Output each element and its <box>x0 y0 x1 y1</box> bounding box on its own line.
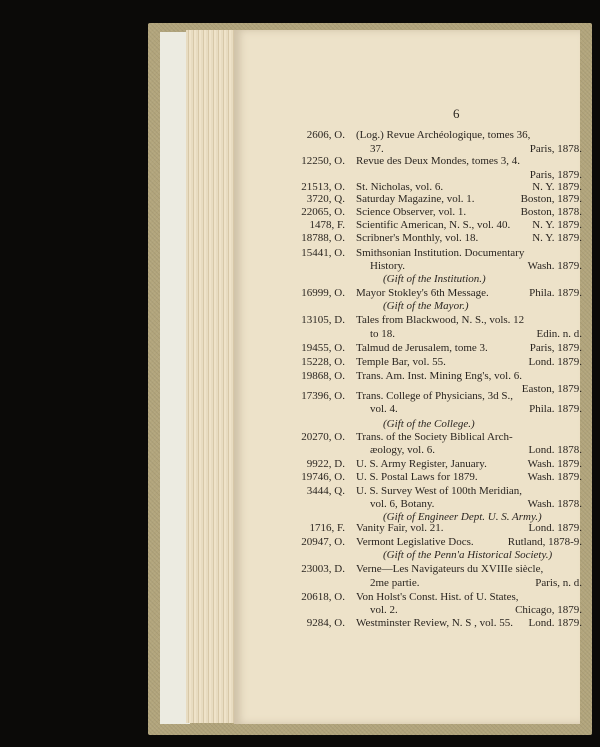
entry-number: 20947, O. <box>301 536 345 548</box>
entry-continuation: 2me partie. <box>370 577 420 589</box>
entry-place-date: Phila. 1879. <box>529 287 582 299</box>
entry-place-date: Lond. 1879. <box>528 356 582 368</box>
entry-title: Mayor Stokley's 6th Message. <box>356 287 489 299</box>
entry-title: Saturday Magazine, vol. 1. <box>356 193 475 205</box>
entry-continuation: to 18. <box>370 328 396 340</box>
gift-note: (Gift of the Institution.) <box>383 273 486 285</box>
entry-title: Scientific American, N. S., vol. 40. <box>356 219 511 231</box>
entry-place-date: Boston, 1879. <box>520 193 582 205</box>
entry-number: 15441, O. <box>301 247 345 259</box>
entry-title: Scribner's Monthly, vol. 18. <box>356 232 479 244</box>
entry-number: 13105, D. <box>301 314 345 326</box>
entry-title: Trans. Am. Inst. Mining Eng's, vol. 6. <box>356 370 522 382</box>
entry-title: Temple Bar, vol. 55. <box>356 356 446 368</box>
entry-title: St. Nicholas, vol. 6. <box>356 181 444 193</box>
entry-continuation: 37. <box>370 143 384 155</box>
entry-place-date: Paris, 1879. <box>529 169 582 181</box>
entry-place-date: Edin. n. d. <box>536 328 582 340</box>
entry-title: Smithsonian Institution. Documentary <box>356 247 525 259</box>
gift-note: (Gift of Engineer Dept. U. S. Army.) <box>383 511 542 523</box>
entry-title: Westminster Review, N. S , vol. 55. <box>356 617 513 629</box>
entry-place-date: Lond. 1878. <box>528 444 582 456</box>
entry-number: 20270, O. <box>301 431 345 443</box>
entry-number: 19868, O. <box>301 370 345 382</box>
entry-title: U. S. Postal Laws for 1879. <box>356 471 478 483</box>
entry-number: 18788, O. <box>301 232 345 244</box>
page-edges <box>186 30 238 723</box>
entry-place-date: Paris, n. d. <box>535 577 582 589</box>
entry-place-date: N. Y. 1879. <box>532 219 582 231</box>
entry-title: Vanity Fair, vol. 21. <box>356 522 444 534</box>
entry-place-date: Lond. 1879. <box>528 522 582 534</box>
page-number: 6 <box>453 106 460 121</box>
entry-continuation: æology, vol. 6. <box>370 444 435 456</box>
entry-title: Tales from Blackwood, N. S., vols. 12 <box>356 314 525 326</box>
entry-number: 19455, O. <box>301 342 345 354</box>
entry-number: 22065, O. <box>301 206 345 218</box>
entry-number: 3444, Q. <box>306 485 345 497</box>
entry-continuation: vol. 2. <box>370 604 398 616</box>
entry-continuation: vol. 6, Botany. <box>370 498 435 510</box>
entry-place-date: N. Y. 1879. <box>532 232 582 244</box>
entry-place-date: Phila. 1879. <box>529 403 582 415</box>
entry-place-date: Easton, 1879. <box>521 383 582 395</box>
entry-number: 3720, Q. <box>306 193 345 205</box>
entry-title: U. S. Army Register, January. <box>356 458 487 470</box>
entry-place-date: Wash. 1879. <box>527 458 582 470</box>
entry-place-date: Paris, 1878. <box>529 143 582 155</box>
entry-number: 1716, F. <box>309 522 345 534</box>
entry-title: Von Holst's Const. Hist. of U. States, <box>356 591 519 603</box>
entry-place-date: Wash. 1879. <box>527 260 582 272</box>
entry-continuation: vol. 4. <box>370 403 398 415</box>
entry-place-date: Lond. 1879. <box>528 617 582 629</box>
entry-number: 2606, O. <box>306 129 345 141</box>
entry-title: Trans. College of Physicians, 3d S., <box>356 390 513 402</box>
entry-number: 20618, O. <box>301 591 345 603</box>
entry-place-date: N. Y. 1879. <box>532 181 582 193</box>
entry-continuation: History. <box>370 260 406 272</box>
entry-number: 9922, D. <box>306 458 345 470</box>
entry-title: Talmud de Jerusalem, tome 3. <box>356 342 488 354</box>
entry-title: Trans. of the Society Biblical Arch- <box>356 431 513 443</box>
entry-number: 17396, O. <box>301 390 345 402</box>
entry-number: 12250, O. <box>301 155 345 167</box>
entry-number: 9284, O. <box>306 617 345 629</box>
entry-place-date: Wash. 1879. <box>527 471 582 483</box>
entry-place-date: Paris, 1879. <box>529 342 582 354</box>
gift-note: (Gift of the College.) <box>383 418 475 430</box>
entry-number: 16999, O. <box>301 287 345 299</box>
entry-number: 21513, O. <box>301 181 345 193</box>
entry-title: Science Observer, vol. 1. <box>356 206 467 218</box>
entry-title: Vermont Legislative Docs. <box>356 536 474 548</box>
entry-number: 23003, D. <box>301 563 345 575</box>
gift-note: (Gift of the Mayor.) <box>383 300 469 312</box>
gift-note: (Gift of the Penn'a Historical Society.) <box>383 549 553 561</box>
entry-number: 19746, O. <box>301 471 345 483</box>
entry-number: 15228, O. <box>301 356 345 368</box>
entry-title: Revue des Deux Mondes, tomes 3, 4. <box>356 155 521 167</box>
entry-title: (Log.) Revue Archéologique, tomes 36, <box>356 129 531 141</box>
entry-place-date: Wash. 1878. <box>527 498 582 510</box>
entry-number: 1478, F. <box>309 219 345 231</box>
entry-title: Verne—Les Navigateurs du XVIIIe siècle, <box>356 563 544 575</box>
entry-place-date: Boston, 1878. <box>520 206 582 218</box>
entry-place-date: Rutland, 1878-9. <box>507 536 582 548</box>
entry-place-date: Chicago, 1879. <box>515 604 582 616</box>
entry-title: U. S. Survey West of 100th Meridian, <box>356 485 523 497</box>
